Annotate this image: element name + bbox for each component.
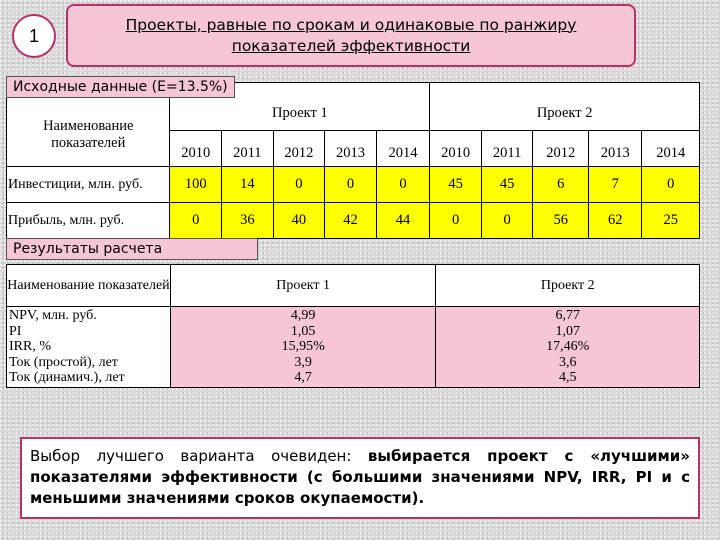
value-cell: 1,05 [290,323,316,339]
results-label: Результаты расчета [6,238,258,260]
row-label-profit: Прибыль, млн. руб. [7,203,170,239]
value-cell: 4,5 [558,370,577,385]
year-cell: 2011 [222,131,274,167]
project2-results [436,307,700,388]
row-label-investments: Инвестиции, млн. руб. [7,167,170,203]
value-cell: 0 [376,167,430,203]
slide-title-box [66,4,636,67]
results-project1-header: Проект 1 [170,265,436,307]
year-cell: 2010 [430,131,482,167]
value-cell: 3,6 [558,354,577,370]
value-cell: 56 [533,203,589,239]
results-project2-header: Проект 2 [436,265,700,307]
year-cell: 2012 [273,131,325,167]
input-project2-header: Проект 2 [430,83,700,131]
results-row-header [7,265,171,307]
year-cell: 2012 [533,131,589,167]
value-cell: 4,99 [290,308,316,323]
input-data-table [6,82,700,239]
label-payback-dynamic: Ток (динамич.), лет [9,370,125,385]
value-cell: 0 [430,203,482,239]
label-irr: IRR, % [9,339,51,354]
value-cell: 14 [222,167,274,203]
year-cell: 2010 [170,131,222,167]
value-cell: 44 [376,203,430,239]
value-cell: 42 [325,203,377,239]
value-cell: 1,07 [555,323,580,339]
value-cell: 45 [481,167,533,203]
conclusion-box [20,437,700,519]
conclusion-emphasis: выбирается проект с «лучшими» показателями эффективности (с большими значениями NPV, IRR, PI и с меньшими значениями сроков окупаемости). [30,447,690,507]
value-cell: 7 [588,167,642,203]
value-cell: 17,46% [546,339,590,354]
results-table [6,264,700,388]
value-cell: 40 [273,203,325,239]
value-cell: 15,95% [281,339,325,354]
value-cell: 0 [325,167,377,203]
value-cell: 6 [533,167,589,203]
year-cell: 2013 [588,131,642,167]
label-npv: NPV, млн. руб. [9,308,97,323]
year-cell: 2013 [325,131,377,167]
indicator-labels [7,307,171,388]
value-cell: 0 [170,203,222,239]
table-row [7,203,700,239]
value-cell: 0 [273,167,325,203]
year-cell: 2014 [376,131,430,167]
year-cell: 2014 [642,131,700,167]
table-row [7,307,700,388]
year-cell: 2011 [481,131,533,167]
slide-number-badge: 1 [12,14,56,58]
value-cell: 100 [170,167,222,203]
value-cell: 62 [588,203,642,239]
value-cell: 0 [481,203,533,239]
input-project1-header: Проект 1 [170,83,430,131]
results-row-header-text: Наименование показателей [7,278,170,293]
project1-results [170,307,436,388]
source-data-label: Исходные данные (E=13.5%) [6,76,235,98]
value-cell: 6,77 [555,308,580,323]
value-cell: 0 [642,167,700,203]
label-pi: PI [9,323,22,339]
conclusion-text: Выбор лучшего варианта очевиден: [30,447,368,465]
value-cell: 45 [430,167,482,203]
slide-title: Проекты, равные по срокам и одинаковые по ранжиру показателей эффективности [125,15,577,55]
table-row [7,167,700,203]
value-cell: 3,9 [294,354,312,370]
input-row-header-text: Наименование показателей [43,117,134,151]
value-cell: 25 [642,203,700,239]
label-payback-simple: Ток (простой), лет [9,354,118,370]
value-cell: 4,7 [294,370,312,385]
value-cell: 36 [222,203,274,239]
